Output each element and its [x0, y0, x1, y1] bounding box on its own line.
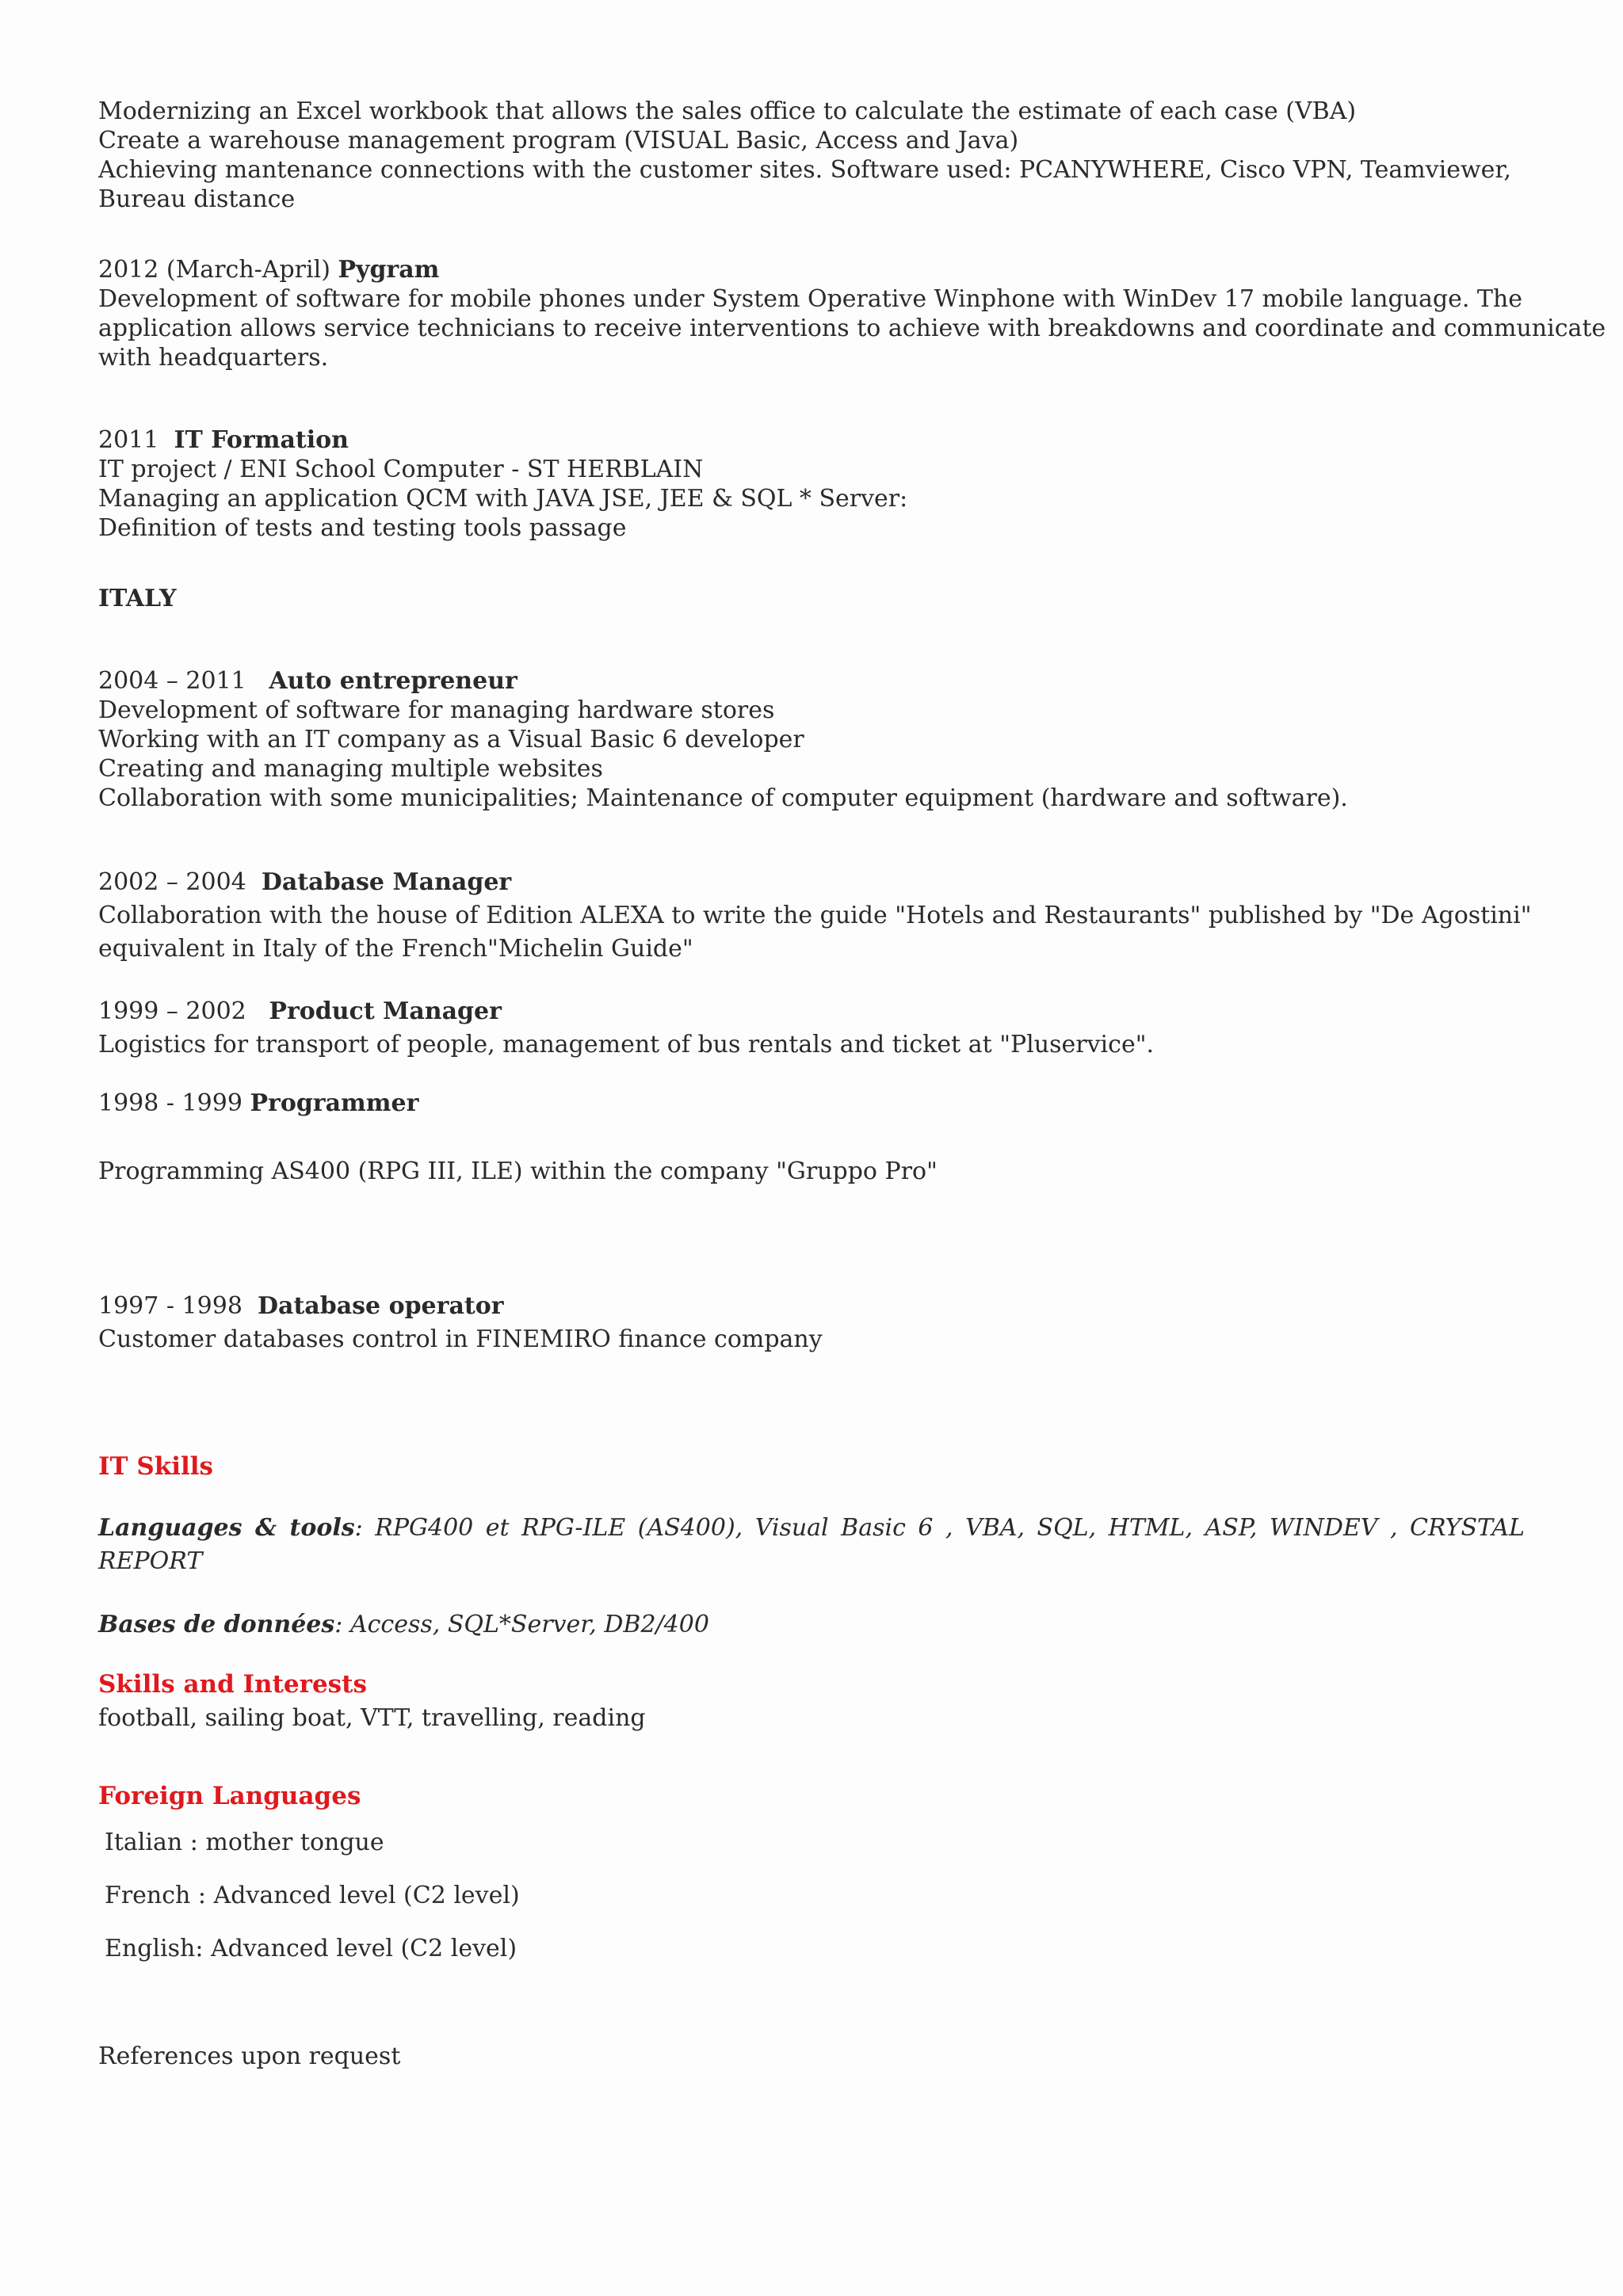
databases: [98, 1610, 1525, 1639]
references: References upon request: [98, 2042, 401, 2070]
intro-line: Bureau distance: [98, 185, 296, 213]
it-skills-heading: IT Skills: [98, 1452, 214, 1481]
job-product-manager: [98, 995, 1525, 1062]
job-it-formation: [98, 425, 1525, 543]
job-year: 1999 – 2002: [98, 997, 246, 1025]
job-title: Database operator: [257, 1292, 504, 1320]
language-item: English: Advanced level (C2 level): [105, 1935, 517, 1962]
job-line: Programming AS400 (RPG III, ILE) within the company "Gruppo Pro": [98, 1158, 938, 1185]
job-line: Collaboration with the house of Edition ALEXA to write the guide "Hotels and Restaurants" published by "De Agostini": [98, 902, 1532, 929]
intro-line: Achieving mantenance connections with the customer sites. Software used: PCANYWHERE, Cisco VPN, Teamviewer,: [98, 156, 1511, 184]
job-line: Collaboration with some municipalities; Maintenance of computer equipment (hardware and software).: [98, 784, 1348, 812]
databases-label: Bases de données: [98, 1611, 335, 1638]
job-year: 2011: [98, 426, 159, 454]
job-year: 1998 - 1999: [98, 1089, 242, 1117]
job-line: Logistics for transport of people, management of bus rentals and ticket at "Pluservice".: [98, 1031, 1155, 1058]
job-line: application allows service technicians to receive interventions to achieve with breakdowns and coordinate and communicate: [98, 315, 1606, 342]
job-year: 2012 (March-April): [98, 256, 330, 284]
job-title: IT Formation: [174, 426, 349, 454]
job-line: Managing an application QCM with JAVA JSE, JEE & SQL * Server:: [98, 485, 908, 513]
language-item: Italian : mother tongue: [105, 1829, 384, 1856]
foreign-languages-heading: Foreign Languages: [98, 1782, 361, 1810]
job-database-manager: [98, 866, 1532, 966]
job-year: 1997 - 1998: [98, 1292, 242, 1320]
job-programmer: [98, 1089, 1525, 1118]
language-item: French : Advanced level (C2 level): [105, 1882, 520, 1909]
intro-line: Create a warehouse management program (VISUAL Basic, Access and Java): [98, 127, 1019, 154]
job-line: Development of software for managing hardware stores: [98, 696, 775, 724]
languages-tools: [98, 1512, 1525, 1578]
job-auto-entrepreneur: [98, 666, 1525, 813]
job-programmer-desc: [98, 1157, 1525, 1186]
intro-block: [98, 97, 1525, 214]
job-line: Customer databases control in FINEMIRO finance company: [98, 1325, 823, 1353]
job-title: Product Manager: [269, 997, 502, 1025]
country-heading: ITALY: [98, 585, 177, 612]
job-year: 2002 – 2004: [98, 868, 246, 896]
job-title: Pygram: [338, 256, 440, 284]
job-title: Database Manager: [261, 868, 512, 896]
job-line: Creating and managing multiple websites: [98, 755, 603, 783]
job-line: Definition of tests and testing tools passage: [98, 514, 627, 542]
interests-heading: Skills and Interests: [98, 1670, 367, 1699]
job-title: Auto entrepreneur: [269, 667, 517, 695]
job-title: Programmer: [250, 1089, 419, 1117]
job-year: 2004 – 2011: [98, 667, 246, 695]
languages-label: Languages & tools: [98, 1514, 355, 1542]
job-line: Development of software for mobile phones under System Operative Winphone with WinDev 17 mobile language. The: [98, 285, 1523, 313]
job-line: equivalent in Italy of the French"Michelin Guide": [98, 935, 693, 963]
job-pygram: [98, 255, 1606, 372]
job-database-operator: [98, 1290, 1525, 1356]
languages-value: : RPG400 et RPG-ILE (AS400), Visual Basic 6 , VBA, SQL, HTML, ASP, WINDEV , CRYSTAL REPORT: [98, 1514, 1525, 1575]
job-line: with headquarters.: [98, 344, 329, 372]
databases-value: : Access, SQL*Server, DB2/400: [334, 1611, 709, 1638]
interests-text: football, sailing boat, VTT, travelling, reading: [98, 1704, 646, 1732]
job-line: IT project / ENI School Computer - ST HERBLAIN: [98, 456, 704, 483]
intro-line: Modernizing an Excel workbook that allows the sales office to calculate the estimate of each case (VBA): [98, 97, 1357, 125]
job-line: Working with an IT company as a Visual Basic 6 developer: [98, 726, 804, 753]
